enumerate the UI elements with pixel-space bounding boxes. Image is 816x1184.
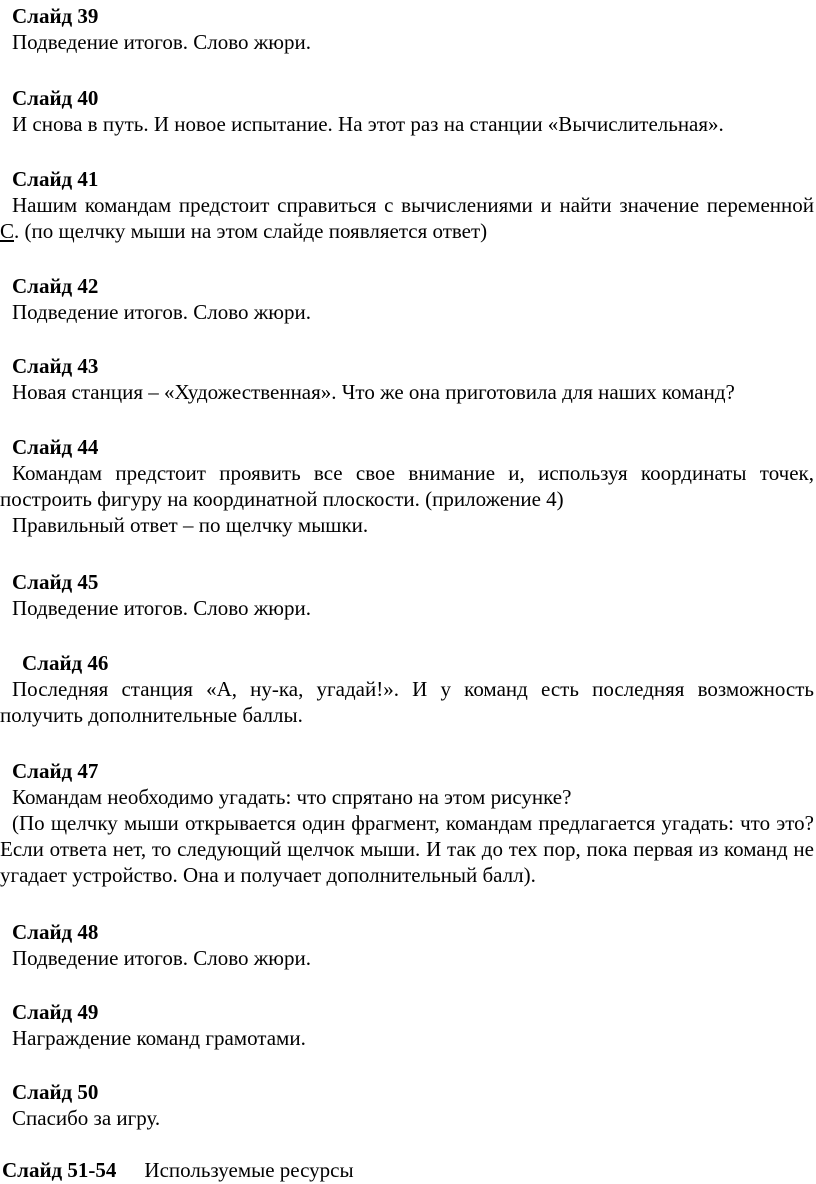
slide-50-text: Спасибо за игру. [12, 1106, 161, 1130]
slide-51-54-title: Слайд 51-54 [2, 1158, 117, 1182]
slide-42-title: Слайд 42 [12, 274, 99, 298]
slide-40-text: И снова в путь. И новое испытание. На этот раз на станции «Вычислительная». [12, 112, 724, 136]
slide-44-title: Слайд 44 [12, 435, 99, 459]
slide-50-block [0, 1079, 816, 1131]
variable-c: С [0, 219, 15, 243]
slide-41-text [0, 192, 814, 244]
slide-43-block [0, 353, 816, 405]
slide-42-block [0, 273, 816, 325]
slide-47-title: Слайд 47 [12, 759, 99, 783]
slide-49-block [0, 999, 816, 1051]
slide-43-title: Слайд 43 [12, 354, 99, 378]
slide-44-text-2: Правильный ответ – по щелчку мышки. [12, 513, 369, 537]
slide-42-text: Подведение итогов. Слово жюри. [12, 300, 311, 324]
slide-43-text: Новая станция – «Художественная». Что же она приготовила для наших команд? [12, 380, 735, 404]
slide-48-title: Слайд 48 [12, 920, 99, 944]
slide-50-title: Слайд 50 [12, 1080, 99, 1104]
slide-47-text: Командам необходимо угадать: что спрятано на этом рисунке? [12, 785, 572, 809]
slide-45-text: Подведение итогов. Слово жюри. [12, 596, 311, 620]
slide-44-block [0, 434, 816, 538]
slide-45-block [0, 569, 816, 621]
slide-46-text: Последняя станция «А, ну-ка, угадай!». И у команд есть последняя возможность получить дополнительные баллы. [0, 677, 814, 727]
slide-39-title: Слайд 39 [12, 4, 99, 28]
slide-39-block [0, 3, 816, 55]
slide-48-text: Подведение итогов. Слово жюри. [12, 946, 311, 970]
slide-44-text: Командам предстоит проявить все свое внимание и, используя координаты точек, построить фигуру на координатной плоскости. (приложение 4) [0, 461, 814, 511]
slide-41-block [0, 166, 816, 244]
slide-51-54-block [2, 1157, 354, 1183]
slide-39-text: Подведение итогов. Слово жюри. [12, 30, 311, 54]
slide-51-54-text: Используемые ресурсы [144, 1158, 354, 1182]
slide-46-block [0, 650, 816, 728]
slide-41-text-a: Нашим командам предстоит справиться с вычислениями и найти значение переменной [12, 193, 814, 217]
slide-46-title: Слайд 46 [22, 651, 109, 675]
slide-47-text-2: (По щелчку мыши открывается один фрагмент, командам предлагается угадать: что это? Если ответа нет, то следующий щелчок мыши. И так до тех пор, пока первая из команд не угадает устройство. Она и получает дополнительный балл). [0, 811, 814, 887]
slide-40-title: Слайд 40 [12, 86, 99, 110]
slide-49-text: Награждение команд грамотами. [12, 1026, 306, 1050]
slide-49-title: Слайд 49 [12, 1000, 99, 1024]
slide-47-block [0, 758, 816, 888]
slide-41-text-b: . (по щелчку мыши на этом слайде появляется ответ) [14, 219, 488, 243]
slide-45-title: Слайд 45 [12, 570, 99, 594]
slide-48-block [0, 919, 816, 971]
slide-40-block [0, 85, 816, 137]
slide-41-title: Слайд 41 [12, 167, 99, 191]
